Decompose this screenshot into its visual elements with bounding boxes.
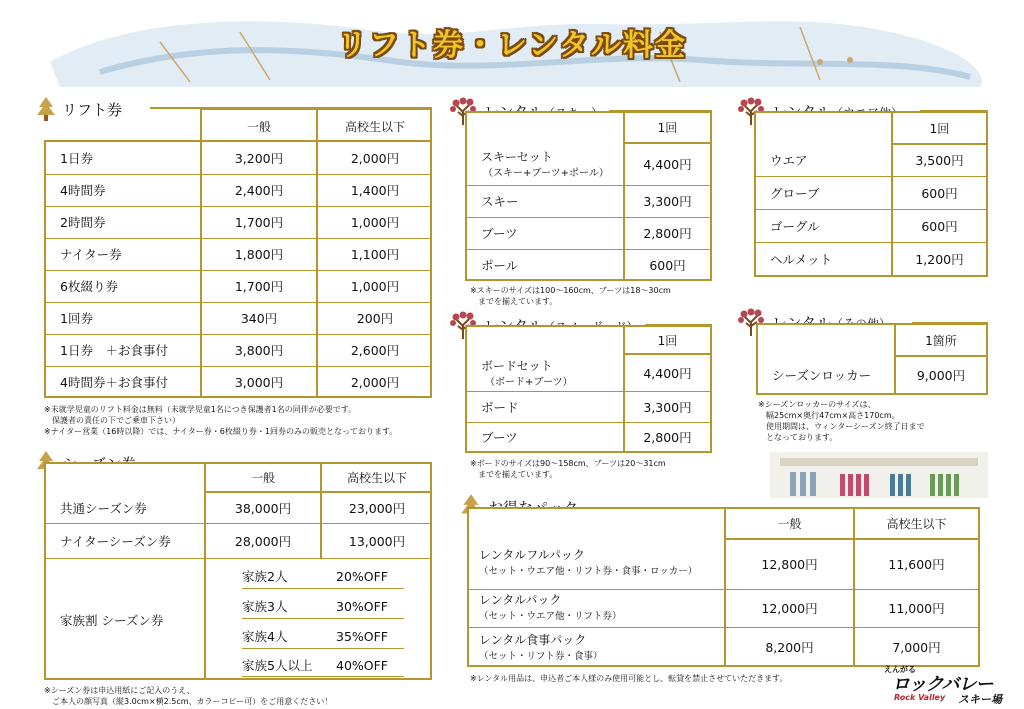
lift-price-general: 340円 bbox=[240, 311, 278, 326]
ski-row-sublabel: （スキー+ブーツ+ポール） bbox=[483, 167, 609, 179]
pack-row-label: レンタルパック bbox=[479, 593, 562, 607]
season-price-general: 38,000円 bbox=[234, 500, 292, 516]
lift-price-general: 1,800円 bbox=[234, 247, 284, 262]
lift-price-general: 3,800円 bbox=[234, 343, 284, 358]
lift-header-student: 高校生以下 bbox=[344, 120, 405, 134]
lift-heading bbox=[36, 96, 128, 122]
lift-price-student: 2,600円 bbox=[350, 343, 400, 358]
lift-price-general: 3,000円 bbox=[234, 375, 284, 390]
pack-header-general: 一般 bbox=[777, 517, 802, 531]
lift-heading-label: リフト券 bbox=[62, 99, 128, 120]
family-discount: 35%OFF bbox=[336, 628, 389, 644]
snowboard-header: 1回 bbox=[657, 333, 678, 348]
snowboard-row-sublabel: （ボード+ブーツ） bbox=[485, 376, 573, 388]
wear-row-label: ヘルメット bbox=[770, 251, 833, 267]
lift-ticket-table bbox=[200, 108, 432, 141]
lift-price-student: 1,400円 bbox=[350, 183, 400, 198]
family-season-label: 家族割 シーズン券 bbox=[60, 613, 164, 628]
family-size-label: 家族3人 bbox=[242, 599, 288, 614]
locker-note: ※シーズンロッカーのサイズは、 幅25cm×奥行47cm×高さ170cm。 使用期間は、ウィンターシーズン終了日まで となっております。 bbox=[758, 400, 925, 442]
family-size-label: 家族4人 bbox=[242, 629, 288, 644]
pack-row-sublabel: （セット・ウエア他・リフト券） bbox=[479, 611, 622, 622]
logo-top-text: えんがる bbox=[884, 665, 916, 674]
pack-row-sublabel: （セット・ウエア他・リフト券・食事・ロッカー） bbox=[479, 566, 698, 577]
family-discount: 40%OFF bbox=[336, 657, 389, 673]
ski-row-label: スキーセット bbox=[481, 149, 553, 164]
family-discount: 20%OFF bbox=[336, 568, 389, 584]
pack-row-label: レンタル食事パック bbox=[479, 633, 587, 647]
season-price-general: 28,000円 bbox=[234, 534, 292, 549]
snowboard-row-label: ボードセット bbox=[481, 358, 553, 373]
lift-ticket-rows bbox=[44, 140, 432, 398]
season-row-label: ナイターシーズン券 bbox=[60, 534, 171, 549]
lift-price-student: 1,100円 bbox=[350, 247, 400, 262]
rock-valley-logo bbox=[880, 664, 1020, 708]
other-price: 9,000円 bbox=[916, 368, 966, 383]
wear-row-label: ウエア bbox=[770, 153, 808, 168]
lift-row-label: 1回券 bbox=[60, 311, 93, 326]
pack-price-general: 8,200円 bbox=[765, 640, 814, 655]
pack-price-student: 11,000円 bbox=[888, 601, 945, 616]
lift-price-general: 3,200円 bbox=[234, 151, 284, 166]
value-pack-table bbox=[467, 507, 980, 667]
wear-header: 1回 bbox=[929, 121, 950, 136]
ski-row-label: ブーツ bbox=[481, 226, 518, 241]
christmas-tree-icon bbox=[36, 96, 56, 122]
pack-price-student: 7,000円 bbox=[892, 640, 941, 655]
ski-rental-table bbox=[465, 111, 712, 281]
ski-row-label: ポール bbox=[481, 257, 519, 273]
ski-price: 3,300円 bbox=[643, 194, 692, 209]
lift-row-label: 4時間券＋お食事付 bbox=[60, 375, 168, 390]
ski-price: 600円 bbox=[649, 257, 686, 273]
ski-price: 4,400円 bbox=[643, 157, 692, 172]
lift-row-label: 4時間券 bbox=[60, 183, 106, 198]
logo-english-text: Rock Valley bbox=[894, 693, 946, 702]
logo-main-text: ロックバレー bbox=[892, 674, 993, 695]
lift-note: ※未就学児童のリフト料金は無料（未就学児童1名につき保護者1名の同伴が必要です。 保護者の責任の下でご乗車下さい） ※ナイター営業（16時以降）では、ナイター券・6枚綴り券・1回券のみの販売となっております。 bbox=[44, 405, 398, 436]
lift-row-label: 2時間券 bbox=[60, 215, 106, 230]
lift-price-student: 1,000円 bbox=[350, 215, 400, 230]
lift-row-label: 1日券 bbox=[60, 151, 93, 166]
snowboard-note: ※ボードのサイズは90～158cm、ブーツは20～31cm までを揃えています。 bbox=[470, 459, 666, 479]
other-header: 1箇所 bbox=[925, 333, 957, 348]
season-price-student: 13,000円 bbox=[348, 534, 406, 549]
page-title: リフト券・レンタル料金 bbox=[336, 28, 688, 63]
family-size-label: 家族5人以上 bbox=[242, 658, 313, 673]
lift-price-student: 2,000円 bbox=[350, 375, 400, 390]
ski-header: 1回 bbox=[657, 121, 678, 135]
ski-note: ※スキーのサイズは100～160cm、ブーツは18～30cm までを揃えています。 bbox=[470, 286, 671, 306]
lift-header-general: 一般 bbox=[246, 120, 271, 134]
lift-row-label: ナイター券 bbox=[60, 247, 122, 262]
other-rental-table bbox=[756, 323, 988, 395]
logo-sub-text: スキー場 bbox=[958, 693, 1002, 706]
pack-price-general: 12,800円 bbox=[761, 557, 818, 572]
season-row-label: 共通シーズン券 bbox=[60, 500, 147, 516]
lift-price-general: 2,400円 bbox=[234, 183, 284, 198]
season-ticket-table bbox=[44, 462, 432, 680]
season-note: ※シーズン券は申込用紙にご記入のうえ、 ご本人の顔写真（縦3.0cm×横2.5cm、カラーコピー可）をご用意ください！ bbox=[44, 686, 333, 706]
lift-price-general: 1,700円 bbox=[234, 215, 284, 230]
family-discount: 30%OFF bbox=[336, 598, 389, 614]
ski-row-label: スキー bbox=[481, 194, 519, 209]
wear-price: 1,200円 bbox=[915, 251, 964, 267]
snowboard-row-label: ブーツ bbox=[481, 430, 518, 445]
wear-price: 3,500円 bbox=[915, 153, 964, 168]
wear-price: 600円 bbox=[921, 185, 958, 201]
lift-price-general: 1,700円 bbox=[234, 279, 284, 294]
pack-row-label: レンタルフルパック bbox=[479, 548, 585, 562]
season-header-general: 一般 bbox=[250, 471, 275, 485]
lift-row-label: 6枚綴り券 bbox=[60, 279, 118, 294]
wear-price: 600円 bbox=[921, 218, 958, 234]
lift-price-student: 200円 bbox=[356, 311, 394, 326]
snowboard-price: 3,300円 bbox=[643, 399, 692, 415]
pack-row-sublabel: （セット・リフト券・食事） bbox=[479, 651, 603, 662]
pack-price-student: 11,600円 bbox=[888, 557, 945, 572]
other-row-label: シーズンロッカー bbox=[772, 368, 872, 383]
snowboard-price: 4,400円 bbox=[643, 365, 692, 381]
season-header-student: 高校生以下 bbox=[346, 471, 407, 485]
rental-shop-photo bbox=[770, 452, 988, 498]
lift-row-label: 1日券 ＋お食事付 bbox=[60, 343, 168, 358]
pack-price-general: 12,000円 bbox=[761, 601, 818, 616]
snowboard-rental-table bbox=[465, 325, 712, 453]
snowboard-price: 2,800円 bbox=[643, 430, 692, 445]
season-price-student: 23,000円 bbox=[348, 500, 406, 516]
family-size-label: 家族2人 bbox=[242, 569, 288, 584]
pack-header-student: 高校生以下 bbox=[886, 517, 947, 531]
lift-price-student: 1,000円 bbox=[350, 279, 400, 294]
lift-price-student: 2,000円 bbox=[350, 151, 400, 166]
wear-row-label: グローブ bbox=[770, 185, 820, 201]
wear-rental-table bbox=[754, 111, 988, 277]
ski-price: 2,800円 bbox=[643, 226, 692, 241]
snowboard-row-label: ボード bbox=[481, 399, 519, 415]
wear-row-label: ゴーグル bbox=[770, 218, 820, 234]
pack-note: ※レンタル用品は、申込者ご本人様のみ使用可能とし、転貸を禁止させていただきます。 bbox=[470, 674, 788, 683]
